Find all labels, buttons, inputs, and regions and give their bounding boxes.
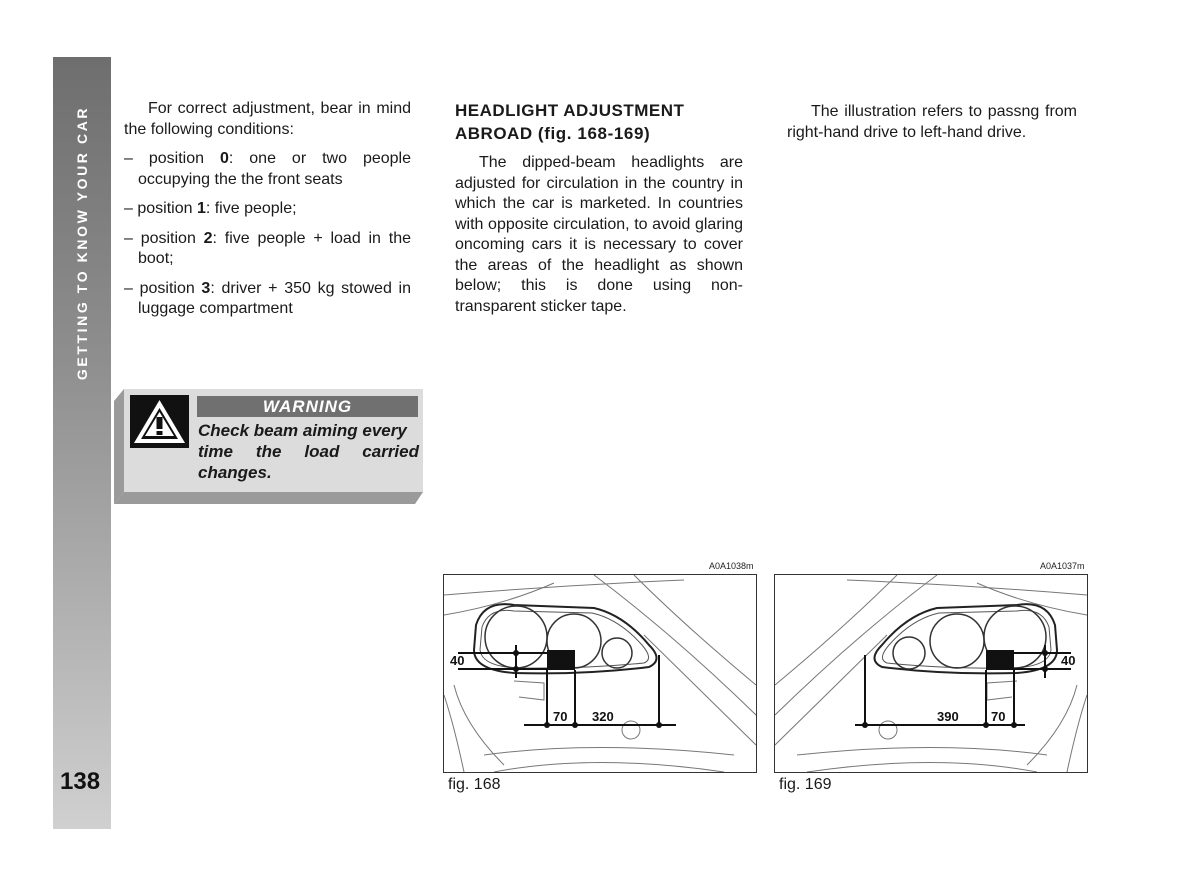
warning-box bbox=[114, 389, 423, 504]
dimension-label: 70 bbox=[991, 709, 1006, 724]
dimension-label: 320 bbox=[592, 709, 614, 724]
headlight-illustration bbox=[444, 575, 756, 772]
list-item: – position 0: one or two people occupying the the front seats bbox=[124, 150, 412, 188]
body-paragraph: The illustration refers to passng from right-hand drive to left-hand drive. bbox=[787, 103, 1077, 141]
tape-area bbox=[547, 650, 575, 670]
figure-frame bbox=[774, 574, 1088, 773]
headlight-illustration bbox=[775, 575, 1087, 772]
figure-frame bbox=[443, 574, 757, 773]
warning-label: WARNING bbox=[197, 396, 418, 417]
page-number: 138 bbox=[60, 768, 101, 795]
dimension-label: 40 bbox=[1061, 653, 1076, 668]
section-title: GETTING TO KNOW YOUR CAR bbox=[74, 105, 90, 381]
figure-code: A0A1037m bbox=[1040, 561, 1085, 571]
column-1 bbox=[124, 99, 411, 329]
list-item: – position 1: five people; bbox=[124, 200, 297, 217]
column-3 bbox=[787, 102, 1077, 143]
dimension-label: 390 bbox=[937, 709, 959, 724]
section-heading: HEADLIGHT ADJUSTMENT ABROAD (fig. 168-169) bbox=[455, 101, 685, 143]
figure-caption: fig. 168 bbox=[448, 776, 501, 793]
body-paragraph: The dipped-beam headlights are adjusted for circulation in the country in which the car is marketed. In countries with opposite circulation, to avoid glaring oncoming cars it is necessary to cover the areas of the headlight as shown below; this is done using non-transparent sticker tape. bbox=[455, 154, 743, 315]
figure-caption: fig. 169 bbox=[779, 776, 832, 793]
column-2 bbox=[455, 99, 743, 317]
position-list bbox=[124, 149, 411, 320]
figure-code: A0A1038m bbox=[709, 561, 754, 571]
list-item: – position 2: five people + load in the boot; bbox=[124, 229, 411, 267]
list-item: – position 3: driver + 350 kg stowed in luggage compartment bbox=[124, 279, 411, 317]
dimension-label: 70 bbox=[553, 709, 568, 724]
warning-text: Check beam aiming every time the load carried changes. bbox=[198, 421, 419, 482]
dimension-label: 40 bbox=[450, 653, 465, 668]
intro-paragraph: For correct adjustment, bear in mind the following conditions: bbox=[124, 100, 411, 138]
tape-area bbox=[986, 650, 1014, 670]
